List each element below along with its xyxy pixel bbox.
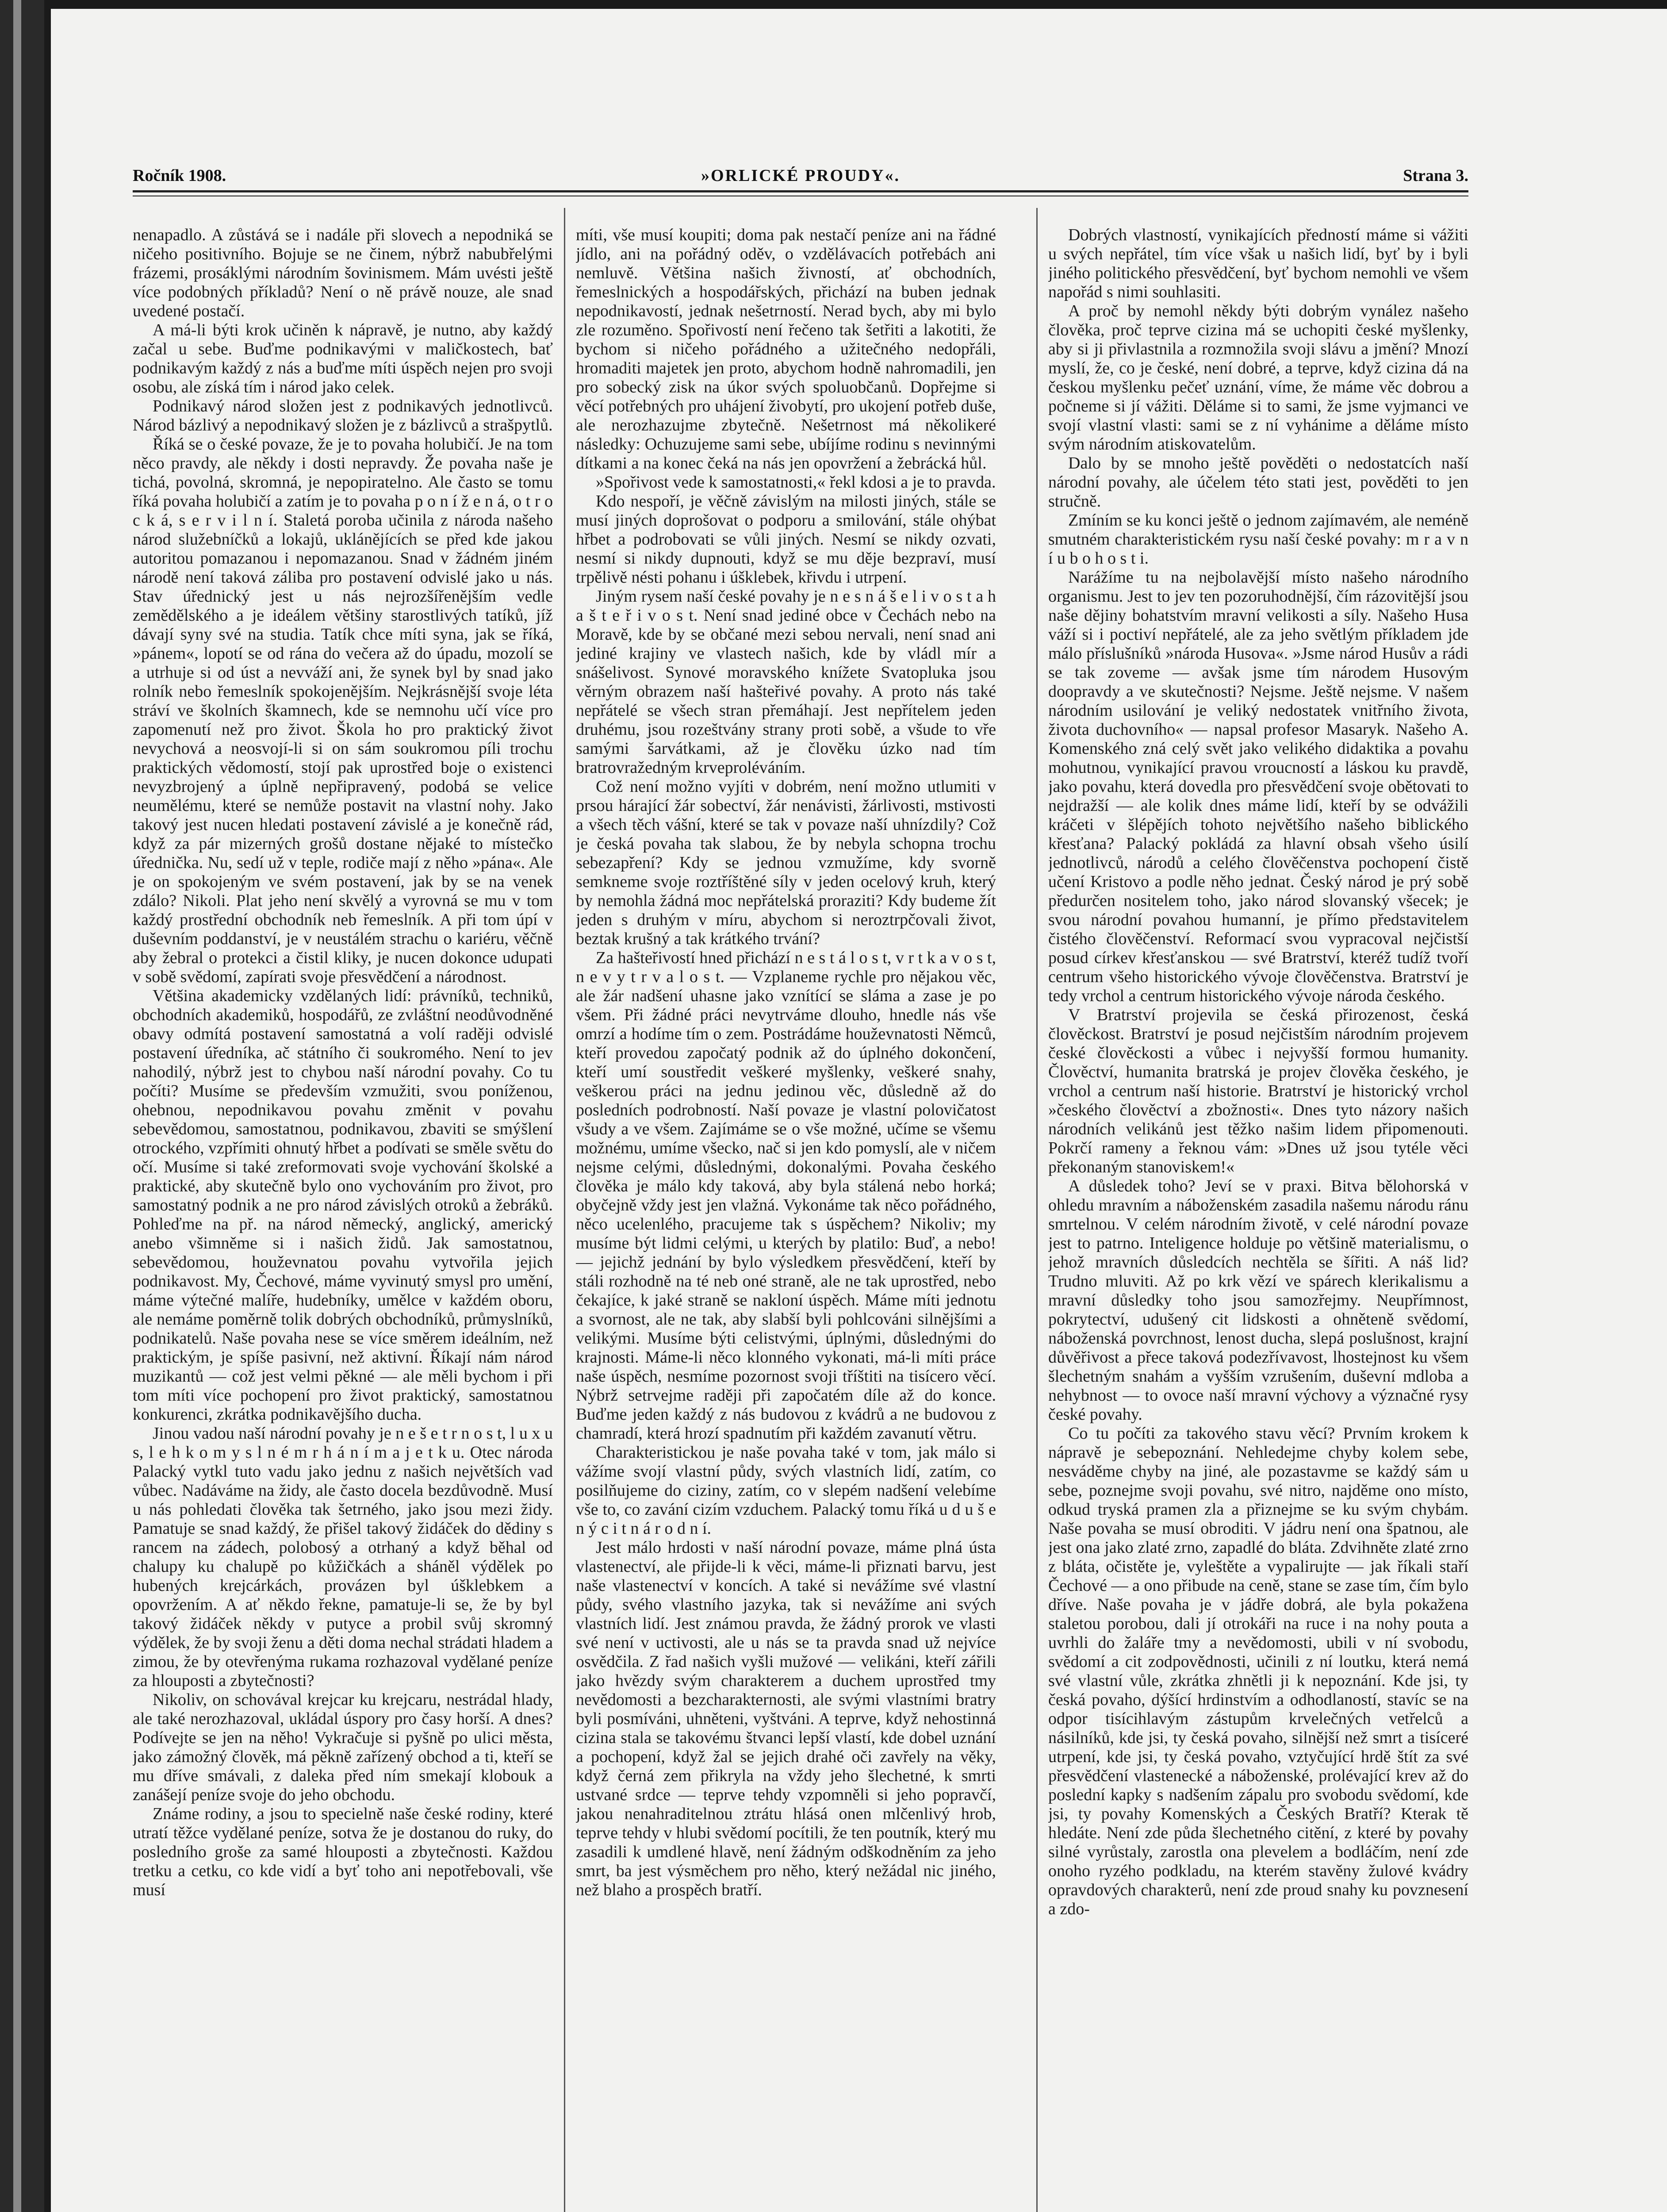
paragraph: Narážíme tu na nejbolavější místo našeho národního organismu. Jest to jev ten pozoruhodnější, čím rázovitější jsou naše dějiny bohatstvím mravní velikosti a síly. Našeho Husa váží si i poctiví nepřátelé, ale za jeho světlým příkladem jde málo příslušníků »národa Husova«. »Jsme národ Husův a rádi se tak zoveme — avšak jsme tím národem Husovým doopravdy a ve skutečnosti? Nejsme. Ještě nejsme. V našem národním usilování je veliký nedostatek vnitřního života, života duchovního« — napsal profesor Masaryk. Našeho A. Komenského zná celý svět jako velikého didaktika a povahu mohutnou, vynikající pravou vroucností a láskou ku pravdě, jako povahu, která dovedla pro přesvědčení svoje obětovati to nejdražší — ale kolik dnes máme lidí, kteří by se odvážili kráčeti v šlépějích tohoto největšího našeho biblického křesťana? Palacký pokládá za hlavní obsah všeho úsilí jednotlivců, národů a celého člověčenstva pochopení čistě učení Kristovo a podle něho jednat. Český národ je prý sobě předurčen nositelem toho, jako národ slovanský všecek; je svou národní povahou humanní, je přímo představitelem čistého člověčenství. Reformací svou vypracoval nejčistší posud církev křesťanskou — své Bratrství, kteréž tudíž tvoří centrum všeho historického vývoje člověčenstva. Bratrství je tedy vrchol a centrum historického vývoje národa českého. bbox=[1048, 568, 1468, 1005]
paragraph: Jinou vadou naší národní povahy je n e š e t r n o s t, l u x u s, l e h k o m y s l n é m r h á n í m a j e t k u. Otec národa Palacký vytkl tuto vadu jako jednu z našich největších vad vůbec. Nadáváme na židy, ale často docela bezdůvodně. Musí u nás pohledati člověka tak šetrného, jako jsou mezi židy. Pamatuje se snad každý, že přišel takový židáček do dědiny s rancem na zádech, polobosý a otrhaný a když běhal od chalupy ku chalupě po kůžičkách a sháněl výdělek po hubených krejcárkách, provázen byl úšklebkem a opovržením. A ať někdo řekne, pamatuje-li se, že by byl takový židáček někdy v putyce a probil svůj skromný výdělek, že by svoji ženu a děti doma nechal strádati hladem a zimou, že by otevřenýma rukama rozhazoval vydělané peníze za hlouposti a zbytečnosti? bbox=[133, 1424, 553, 1690]
scan-edge bbox=[0, 0, 44, 2212]
column-divider bbox=[1036, 208, 1038, 2212]
paragraph: Jiným rysem naší české povahy je n e s n á š e l i v o s t a h a š t e ř i v o s t. Není snad jediné obce v Čechách nebo na Moravě, kde by se občané mezi sebou nervali, není snad ani jediné krajiny ve vlastech našich, kde by vládl mír a snášelivost. Synové moravského knížete Svatopluka jsou věrným obrazem naší hašteřivé povahy. A proto nás také nepřátelé se všech stran přemáhají. Jest nepřítelem jeden druhému, jsou rozeštvány strany proti sobě, a všude to vře samými šarvátkami, až je člověku úzko nad tím bratrovražedným krveproléváním. bbox=[576, 587, 996, 777]
text-column-3 bbox=[1048, 226, 1468, 2212]
paragraph: Dobrých vlastností, vynikajících předností máme si vážiti u svých nepřátel, tím více však u našich lidí, byť by i byli jiného politického přesvědčení, byť bychom nemohli ve všem napořád s nimi souhlasiti. bbox=[1048, 226, 1468, 301]
text-column-2 bbox=[576, 226, 996, 2212]
paragraph: A proč by nemohl někdy býti dobrým vynález našeho člověka, proč teprve cizina má se uchopiti české myšlenky, aby si ji přivlastnila a rozmnožila svoji slávu a jmění? Mnozí myslí, že, co je české, není dobré, a teprve, když cizina dá na českou myšlenku pečeť uznání, víme, že máme věc dobrou a počneme si jí vážiti. Děláme si to sami, že jsme vyjmanci ve svojí vlastní vlasti: sami se z ní vyhánime a děláme místo svým národním atiskovatelům. bbox=[1048, 302, 1468, 453]
scan-edge-stripe bbox=[13, 0, 21, 2212]
masthead-title: »ORLICKÉ PROUDY«. bbox=[701, 166, 901, 185]
paragraph: Známe rodiny, a jsou to specielně naše české rodiny, které utratí těžce vydělané peníze, sotva že je dostanou do ruky, do posledního groše za samé hlouposti a zbytečnosti. Každou tretku a cetku, co kde vidí a byť toho ani nepotřebovali, vše musí bbox=[133, 1805, 553, 1899]
paragraph: Nikoliv, on schovával krejcar ku krejcaru, nestrádal hlady, ale také nerozhazoval, ukládal úspory pro časy horší. A dnes? Podívejte se jen na něho! Vykračuje si pyšně po ulici města, jako zámožný člověk, má pěkně zařízený obchod a ti, kteří se mu dříve smávali, z daleka před ním smekají klobouk a zanášejí peníze svoje do jeho obchodu. bbox=[133, 1690, 553, 1804]
page-number: Strana 3. bbox=[1403, 166, 1468, 185]
paragraph: Co tu počíti za takového stavu věcí? Prvním krokem k nápravě je sebepoznání. Nehledejme chyby kolem sebe, nesváděme chyby na jiné, ale pozastavme se každý sám u sebe, poznejme svoji povahu, své nitro, najděme ono místo, odkud tryská pramen zla a přiznejme se ku svým chybám. Naše povaha se musí obroditi. V jádru není ona špatnou, ale jest ona jako zlaté zrno, zapadlé do bláta. Zdvihněte zlaté zrno z bláta, očistěte je, vyleštěte a vypalirujte — jak říkali staří Čechové — a ono přibude na ceně, stane se zase tím, čím bylo dříve. Naše povaha je v jádře dobrá, ale byla pokažena staletou porobou, dali jí otrokáři na ruce i na nohy pouta a uvrhli do žaláře tmy a nevědomosti, ubili v ní svobodu, svědomí a cit zodpovědnosti, učinili z ní loutku, která nemá své vlastní vůle, zkrátka zhnětli ji k nepoznání. Kde jsi, ty česká povaho, dýšící hrdinstvím a odhodlaností, stavíc se na odpor tisícihlavým zástupům krvelečných vetřelců a násilníků, kde jsi, ty česká povaho, silnější než smrt a tisíceré utrpení, kde jsi, ty česká povaho, vztyčující hrdě štít za své přesvědčení vlastenecké a náboženské, prolévající krev až do poslední kapky s nadšením zápalu pro svobodu svědomí, kde jsi, ty povahy Komenských a Českých Bratří? Kterak tě hledáte. Není zde půda šlechetného citění, z které by povahy silné vyrůstaly, zarostla ona plevelem a bodláčím, není zde onoho ryzého podkladu, na kterém stavěny žulové kvádry opravdových charakterů, není zde proud snahy ku povznesení a zdo- bbox=[1048, 1424, 1468, 1918]
paragraph: A důsledek toho? Jeví se v praxi. Bitva bělohorská v ohledu mravním a náboženském zasadila našemu národu ránu smrtelnou. V celém národním životě, v celé národní povaze jest to patrno. Inteligence holduje po většině materialismu, o jehož mravních důsledcích nechtěla se šířiti. A náš lid? Trudno mluviti. Až po krk vězí ve spárech klerikalismu a mravní důsledky toho jsou samozřejmy. Neupřímnost, pokrytectví, udušený cit lidskosti a ohněteně svědomí, náboženská povrchnost, lenost ducha, slepá poslušnost, krajní důvěřivost a přece taková podezřívavost, lhostejnost ku všem šlechetným snahám a vyšším vzrušením, duševní mdloba a nehybnost — to ovoce naší mravní výchovy a význačné rysy české povahy. bbox=[1048, 1177, 1468, 1424]
paragraph: Zmíním se ku konci ještě o jednom zajímavém, ale neméně smutném charakteristickém rysu naší české povahy: m r a v n í u b o h o s t i. bbox=[1048, 511, 1468, 568]
paragraph: Říká se o české povaze, že je to povaha holubičí. Je na tom něco pravdy, ale někdy i dosti nepravdy. Že povaha naše je tichá, povolná, skromná, je nepopiratelno. Ale často se tomu říká povaha holubičí a zatím je to povaha p o n í ž e n á, o t r o c k á, s e r v i l n í. Staletá poroba učinila z národa našeho národ služebníčků a lokajů, uklánějících se před kde jakou autoritou pomazanou i nepomazanou. Snad v žádném jiném národě není taková záliba pro postavení odvislé jako u nás. Stav úřednický jest u nás nejrozšířenějším vedle zemědělského a je ideálem většiny starostlivých tatíků, jíž dávají syny své na studia. Tatík chce míti syna, jak se říká, »pánem«, lopotí se od rána do večera až do úpadu, mozolí se a utrhuje si od úst a nevváží ani, že synek byl by snad jako rolník nebo řemeslník spokojenějším. Nejkrásnější svoje léta stráví ve školních škamnech, kde se nemnohu učí více pro zapomenutí než pro život. Škola ho pro praktický život nevychová a neosvojí-li si on sám soukromou píli trochu praktických vědomostí, stojí pak uprostřed boje o existenci nevyzbrojený a úplně nepřipravený, podobá se velice neumělému, které se nemůže postavit na vlastní nohy. Jako takový jest nucen hledati postavení závislé a je konečně rád, když za pár mizerných grošů dostane nějaké to místečko úřednička. Nu, sedí už v teple, rodiče mají z něho »pána«. Ale je on spokojeným ve svém postavení, jak by se na venek zdálo? Nikoli. Plat jeho není skvělý a vyrovná se mu v tom každý prostřední obchodník neb řemeslník. A při tom úpí v duševním poddanství, je v neustálém strachu o kariéru, věčně aby žebral o protekci a čistil kliky, je nucen dokonce udupati v sobě svědomí, zapírati svoje přesvědčení a národnost. bbox=[133, 435, 553, 986]
paragraph: Většina akademicky vzdělaných lidí: právníků, techniků, obchodních akademiků, hospodářů, ze zvláštní neodůvodněné obavy odmítá postavení samostatná a volí raději odvislé postavení úředníka, ač státního či soukromého. Není to jev nahodilý, nýbrž jest to chybou naší národní povahy. Co tu počíti? Musíme se především vzmužiti, svou poníženou, ohebnou, nepodnikavou povahu změnit v povahu sebevědomou, samostatnou, podnikavou, zbaviti se smýšlení otrockého, vzpřímiti ohnutý hřbet a podívati se směle světu do očí. Musíme si také zreformovati svoje vychování školské a praktické, aby skutečně bylo ono vychováním pro život, pro samostatný podnik a ne pro národ závislých otroků a žebráků. Pohleďme na př. na národ německý, anglický, americký anebo všimněme si i našich židů. Jak samostatnou, sebevědomou, houževnatou povahu vytvořila jejich podnikavost. My, Čechové, máme vyvinutý smysl pro umění, máme výtečné malíře, hudebníky, umělce v každém oboru, ale nemáme poměrně tolik dobrých obchodníků, průmyslníků, podnikatelů. Naše povaha nese se více směrem ideálním, než praktickým, je spíše pasivní, než aktivní. Říkají nám národ muzikantů — což jest velmi pěkné — ale měli bychom i při tom míti více pochopení pro život praktický, samostatnou konkurenci, zkrátka podnikavějšího ducha. bbox=[133, 987, 553, 1424]
column-divider bbox=[564, 208, 565, 2212]
text-column-1 bbox=[133, 226, 553, 2212]
volume-label: Ročník 1908. bbox=[133, 166, 226, 185]
paragraph: Což není možno vyjíti v dobrém, není možno utlumiti v prsou hárající žár sobectví, žár nenávisti, žárlivosti, mstivosti a všech těch vášní, které se tak v povaze naší uhnízdily? Což je česká povaha tak slabou, že by nebyla schopna trochu sebezapření? Kdy se jednou vzmužíme, kdy svorně semkneme svoje roztříštěné síly v jeden ocelový kruh, který by nemohla žádná moc nepřátelská proraziti? Kdy budeme žít jeden s druhým v míru, abychom si neroztrpčovali život, beztak krušný a tak krátkého trvání? bbox=[576, 777, 996, 948]
paragraph: A má-li býti krok učiněn k nápravě, je nutno, aby každý začal u sebe. Buďme podnikavými v maličkostech, bať podnikavým každý z nás a buďme míti úspěch nejen pro svoji osobu, ale získá tím i národ jako celek. bbox=[133, 321, 553, 396]
paragraph: Charakteristickou je naše povaha také v tom, jak málo si vážíme svojí vlastní půdy, svých vlastních lidí, zatím, co posilňujeme do ciziny, zatím, co v slepém nadšení velebíme vše to, co zavání cizím vzduchem. Palacký tomu říká u d u š e n ý c i t n á r o d n í. bbox=[576, 1443, 996, 1538]
paragraph: »Spořivost vede k samostatnosti,« řekl kdosi a je to pravda. bbox=[596, 473, 996, 492]
paragraph: Dalo by se mnoho ještě pověděti o nedostatcích naší národní povahy, ale účelem této stati jest, pověděti to jen stručně. bbox=[1048, 454, 1468, 511]
paragraph: míti, vše musí koupiti; doma pak nestačí peníze ani na řádné jídlo, ani na pořádný oděv, o vzdělávacích potřebách ani nemluvě. Většina našich živností, ať obchodních, řemeslnických a hospodářských, přichází na buben jednak nepodnikavostí, jednak nešetrností. Nerad bych, aby mi bylo zle rozuměno. Spořivostí není řečeno tak šetřiti a lakotiti, že bychom si ničeho pořádného a užitečného nedopřáli, hromaditi majetek jen proto, abychom hodně nahromadili, jen pro sobecký zisk na úkor svých spoluobčanů. Dopřejme si věcí potřebných pro uhájení živobytí, pro ukojení potřeb duše, ale nerozhazujme zbytečně. Nešetrnost má několikeré následky: Ochuzujeme sami sebe, ubíjíme rodinu s nevinnými dítkami a na konec čeká na nás jen opovržení a žebrácká hůl. bbox=[576, 226, 996, 472]
header-rule bbox=[133, 190, 1468, 192]
paragraph: nenapadlo. A zůstává se i nadále při slovech a nepodniká se ničeho positivního. Bojuje se ne činem, nýbrž nabubřelými frázemi, prosáklými národním šovinismem. Mám uvésti ještě více podobných příkladů? Není o ně právě nouze, ale snad uvedené postačí. bbox=[133, 226, 553, 320]
page-header bbox=[133, 166, 1468, 199]
paragraph: Kdo nespoří, je věčně závislým na milosti jiných, stále se musí jiných doprošovat o podporu a smilování, stále ohýbat hřbet a podrobovati se vůli jiných. Nesmí se nikdy ozvati, nesmí si nikdy dupnouti, když se mu děje bezpraví, musí trpělivě nésti pohanu i úšklebek, křivdu i utrpení. bbox=[576, 492, 996, 587]
paragraph: Za hašteřivostí hned přichází n e s t á l o s t, v r t k a v o s t, n e v y t r v a l o s t. — Vzplaneme rychle pro nějakou věc, ale žár nadšení uhasne jako vznítící se sláma a zase je po všem. Při žádné práci nevytrváme dlouho, hnedle nás vše omrzí a hodíme tím o zem. Postrádáme houževnatosti Němců, kteří provedou započatý podnik až do úplného dokončení, kteří umí soustředit veškeré myšlenky, veškeré snahy, veškerou práci na jednu jedinou věc, důsledně až do posledních podrobností. Naší povaze je vlastní polovičatost všudy a ve všem. Zajímáme se o vše možné, učíme se všemu možnému, umíme všecko, nač si jen kdo pomyslí, ale v ničem nejsme celými, důslednými, dokonalými. Povaha českého člověka je málo kdy taková, aby byla stálená nebo horká; obyčejně vždy jest jen vlažná. Vykonáme tak něco pořádného, něco ucelenlého, pracujeme tak s úspěchem? Nikoliv; my musíme být lidmi celými, u kterých by platilo: Buď, a nebo! — jejichž jednání by bylo výsledkem přesvědčení, kteří by stáli rozhodně na té neb oné straně, ale ne tak uprostřed, nebo čekajíce, k jaké straně se nakloní úspěch. Máme míti jednotu a svornost, ale ne tak, aby slabší byli pohlcováni silnějšími a velikými. Musíme býti celistvými, úplnými, důslednými do krajnosti. Máme-li něco klonného vykonati, má-li míti práce naše úspěch, nesmíme pozornost svoji tříštiti na tisícero věcí. Nýbrž setrvejme raději při započatém díle až do konce. Buďme jeden každý z nás budovou z kvádrů a ne budovou z chamradí, která hrozí spadnutím při každém zavanutí větru. bbox=[576, 949, 996, 1443]
paragraph: Podnikavý národ složen jest z podnikavých jednotlivců. Národ bázlivý a nepodnikavý složen je z bázlivců a strašpytlů. bbox=[133, 397, 553, 434]
paragraph: Jest málo hrdosti v naší národní povaze, máme plná ústa vlastenectví, ale přijde-li k věci, máme-li přiznati barvu, jest naše vlastenectví v koncích. A také si nevážíme své vlastní půdy, svého vlastního jazyka, tak si nevážíme ani svých vlastních lidí. Jest známou pravda, že žádný prorok ve vlasti své není v uctivosti, ale u nás se ta pravda snad už nejvíce osvědčila. Z řad našich vyšli mužové — velikáni, kteří zářili jako hvězdy svým charakterem a duchem uprostřed tmy nevědomosti a bezcharakternosti, ale svými vlastními bratry byli posmíváni, uhněteni, vyštváni. A teprve, když nehostinná cizina stala se takovému štvanci lepší vlastí, kde dobel uznání a pochopení, když žal se jejich drahé oči zavřely na věky, když černá zem přikryla na vždy jeho šlechetné, k smrti ustvané srdce — teprve tehdy vzpomněli si jeho popravčí, jakou nenahraditelnou ztrátu hlásá onen mlčenlivý hrob, teprve tehdy v hlubi svědomí pocítili, že ten poutník, který mu zasadili k umdlené hlavě, není žádným odškodněním za jeho smrt, ba jest výsměchem pro něho, který nežádal nic jiného, než blaho a prospěch bratří. bbox=[576, 1538, 996, 1899]
paragraph: V Bratrství projevila se česká přirozenost, česká člověckost. Bratrství je posud nejčistším národním projevem české člověckosti a vůbec i nejvyšší formou humanity. Člověctví, humanita bratrská je projev člověka českého, je vrchol a centrum naší historie. Bratrství je historický vrchol »českého člověctví a zbožnosti«. Dnes tyto názory našich národních velikánů jest těžko našim lidem připomenouti. Pokrčí rameny a řeknou vám: »Dnes už jsou tytéle věci překonaným stanoviskem!« bbox=[1048, 1006, 1468, 1176]
